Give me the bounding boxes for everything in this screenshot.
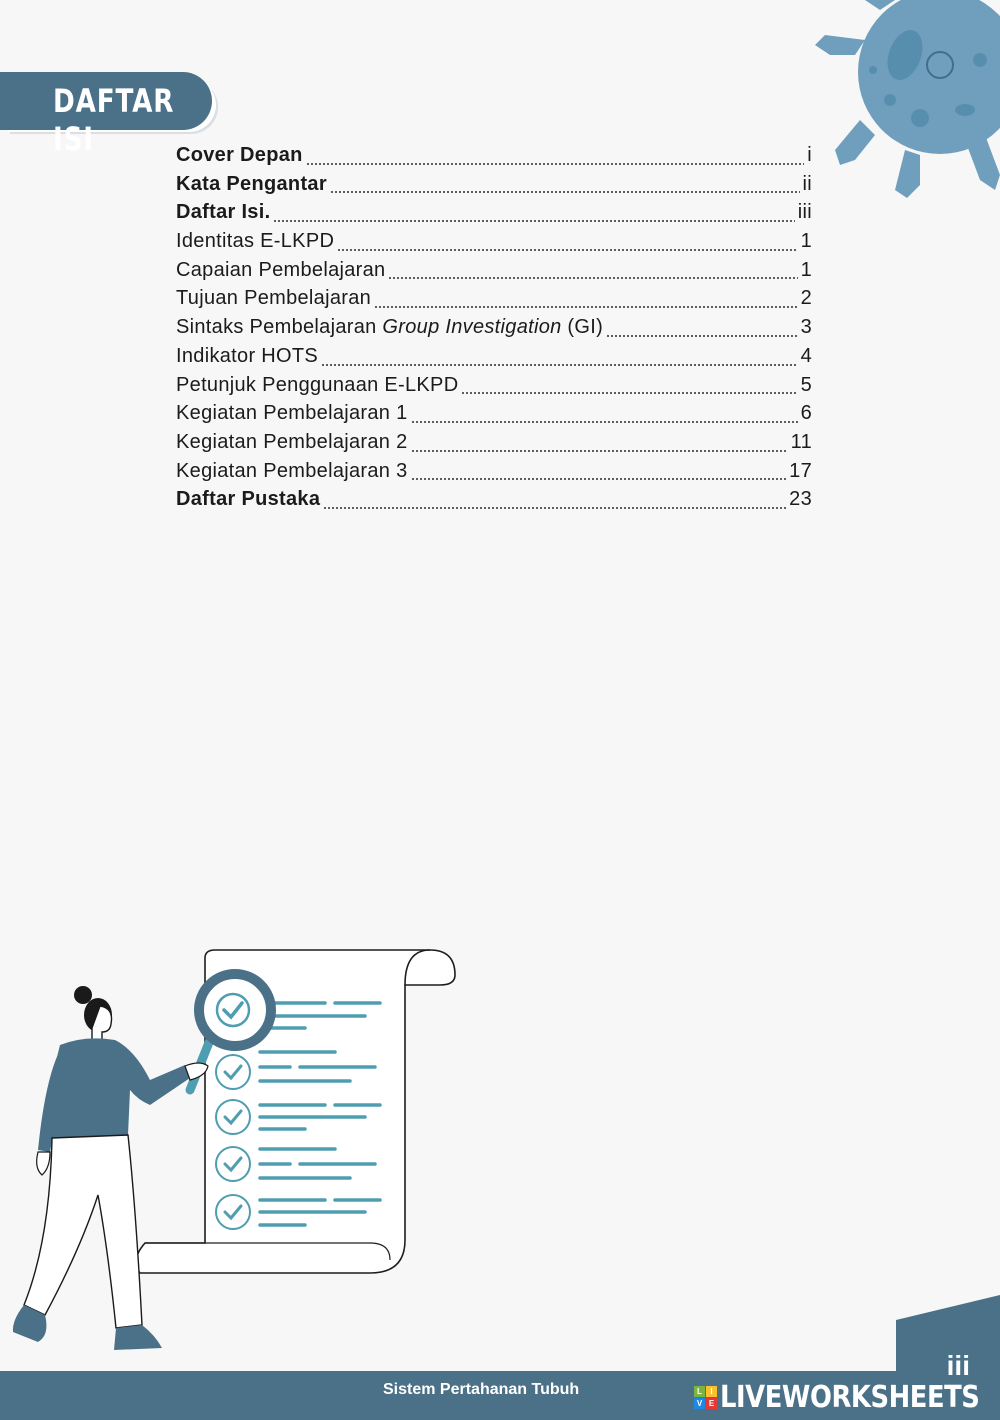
toc-entry-label: Identitas E-LKPD	[176, 230, 335, 253]
toc-entry-label: Kegiatan Pembelajaran 2	[176, 430, 408, 453]
toc-dot-leader	[461, 391, 797, 395]
toc-dot-leader	[330, 190, 800, 194]
logo-letter: E	[706, 1398, 717, 1409]
toc-entry-page: 2	[800, 287, 812, 310]
toc-dot-leader	[306, 162, 805, 166]
logo-letter: V	[694, 1398, 705, 1409]
toc-entry[interactable]	[176, 460, 812, 489]
toc-entry-page: 23	[789, 488, 812, 511]
toc-dot-leader	[337, 248, 797, 252]
toc-entry-page: 6	[800, 402, 812, 425]
toc-entry-page: iii	[797, 201, 812, 224]
toc-entry[interactable]	[176, 201, 812, 230]
toc-dot-leader	[411, 449, 788, 453]
toc-entry-label: Kegiatan Pembelajaran 3	[176, 459, 408, 482]
toc-dot-leader	[411, 420, 798, 424]
toc-entry-label: Tujuan Pembelajaran	[176, 287, 372, 310]
footer-text: Sistem Pertahanan Tubuh	[383, 1381, 580, 1398]
toc-entry-page: 5	[800, 373, 812, 396]
liveworksheets-brand: LIVEWORKSHEETS	[720, 1379, 980, 1415]
page-title: DAFTAR ISI	[53, 82, 175, 158]
toc-entry[interactable]	[176, 316, 812, 345]
toc-entry-page: i	[807, 144, 812, 166]
page-number: iii	[946, 1350, 970, 1381]
toc-entry[interactable]	[176, 402, 812, 431]
toc-entry[interactable]	[176, 287, 812, 316]
toc-entry-label: Daftar Pustaka	[176, 488, 321, 511]
logo-letter: L	[694, 1386, 705, 1397]
toc-dot-leader	[374, 305, 797, 309]
toc-entry-label: Kata Pengantar	[176, 172, 327, 195]
checklist-illustration	[10, 940, 470, 1360]
virus-icon	[795, 0, 1000, 205]
toc-dot-leader	[411, 477, 787, 481]
toc-entry-page: 11	[790, 430, 812, 453]
toc-entry-label: Petunjuk Penggunaan E-LKPD	[176, 373, 459, 396]
toc-entry-page: 1	[800, 258, 812, 281]
toc-entry[interactable]	[176, 230, 812, 259]
logo-letter: I	[706, 1386, 717, 1397]
toc-entry[interactable]	[176, 345, 812, 374]
toc-entry[interactable]	[176, 144, 812, 173]
toc-dot-leader	[606, 334, 798, 338]
title-tab	[0, 72, 212, 158]
toc-entry-page: 3	[800, 316, 812, 339]
toc-entry[interactable]	[176, 374, 812, 403]
toc-entry-label: Kegiatan Pembelajaran 1	[176, 402, 408, 425]
toc-dot-leader	[388, 276, 797, 280]
toc-dot-leader	[321, 363, 798, 367]
toc-dot-leader	[323, 506, 786, 510]
liveworksheets-grid-icon	[694, 1386, 717, 1409]
toc-entry[interactable]	[176, 431, 812, 460]
toc-entry[interactable]	[176, 173, 812, 202]
toc-entry-label: Cover Depan	[176, 144, 303, 166]
liveworksheets-logo	[694, 1379, 1000, 1415]
toc-entry-label: Sintaks Pembelajaran Group Investigation (GI)	[176, 316, 604, 339]
table-of-contents	[176, 144, 812, 517]
toc-entry-page: 4	[800, 344, 812, 367]
toc-entry[interactable]	[176, 488, 812, 517]
toc-entry-label: Daftar Isi.	[176, 201, 271, 224]
toc-entry-label: Capaian Pembelajaran	[176, 258, 386, 281]
toc-entry-page: 1	[800, 230, 812, 253]
toc-entry[interactable]	[176, 259, 812, 288]
toc-dot-leader	[273, 219, 794, 223]
toc-entry-page: ii	[802, 172, 812, 195]
toc-entry-label: Indikator HOTS	[176, 344, 319, 367]
toc-entry-page: 17	[789, 459, 812, 482]
